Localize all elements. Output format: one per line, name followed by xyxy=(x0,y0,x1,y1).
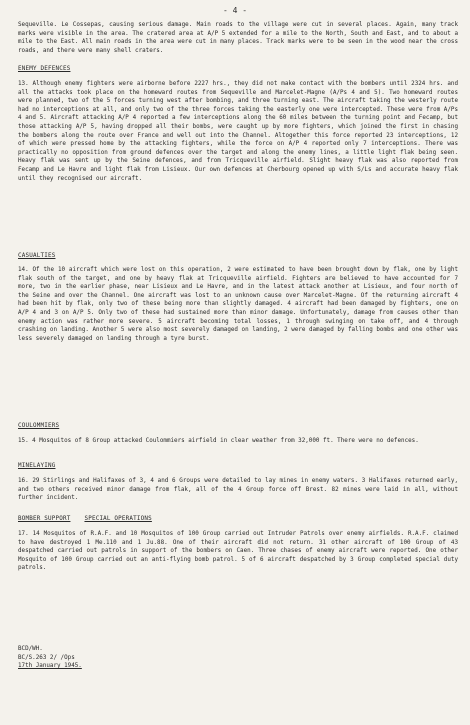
paragraph-16: 16. 29 Stirlings and Halifaxes of 3, 4 and 6 Groups were detailed to lay mines in enemy waters. 3 Halifaxes returned early, and two others received minor damage from flak, all of the 4 Group force off Brest. 82 mines were laid in all, without further incident. xyxy=(18,478,458,502)
heading-special-operations: SPECIAL OPERATIONS xyxy=(84,516,152,522)
heading-bomber-support: BOMBER SUPPORT xyxy=(18,516,71,522)
page-number: - 4 - xyxy=(222,6,248,15)
section-heading-casualties: CASUALTIES xyxy=(18,253,56,259)
section-heading-bomber-support xyxy=(18,515,152,523)
reference-line-1: BCD/WH. xyxy=(18,646,43,652)
section-heading-enemy-defences: ENEMY DEFENCES xyxy=(18,66,71,72)
reference-line-2: BC/S.263 2/ /Ops xyxy=(18,654,75,661)
section-heading-coulommiers: COULOMMIERS xyxy=(18,423,60,429)
reference-block xyxy=(18,645,82,671)
intro-paragraph: Sequeville. Le Cossepas, causing serious damage. Main roads to the village were cut in several places. Again, many track marks were visible in the area. The cratered area at A/P 5 extended for a mile to the North, South and East, and to about a mile to the East. All main roads in the area were cut in many places. Track marks were to be seen in the wood near the cross roads, and there were many shell craters. xyxy=(18,22,458,54)
section-heading-minelaying: MINELAYING xyxy=(18,463,56,469)
paragraph-17: 17. 14 Mosquitos of R.A.F. and 10 Mosquitos of 100 Group carried out Intruder Patrols over enemy airfields. R.A.F. claimed to have destroyed 1 Me.110 and 1 Ju.88. One of their aircraft did not return. 31 other aircraft of 100 Group of 43 despatched carried out patrols in support of the bombers on Caen. Three chases of enemy aircraft were reported. One other Mosquito of 100 Group carried out an anti-flying bomb patrol. 5 of 6 aircraft despatched by 3 Group completed special duty patrols. xyxy=(18,531,458,572)
paragraph-15: 15. 4 Mosquitos of 8 Group attacked Coulommiers airfield in clear weather from 32,000 ft. There were no defences. xyxy=(18,438,419,444)
paragraph-13: 13. Although enemy fighters were airborne before 2227 hrs., they did not make contact with the bombers until 2324 hrs. and all the attacks took place on the homeward routes from Sequeville and Marcelet-Magne (A/Ps 4 and 5). Two homeward routes were planned, two of the 5 forces turning west after bombing, and three turning east. The aircraft taking the westerly route had no interceptions at all, and only two of the three forces taking the easterly one were intercepted. These were from A/Ps 4 and 5. Aircraft attacking A/P 4 reported a few interceptions along the 60 miles between the turning point and Fecamp, but those attacking A/P 5, having dropped all their bombs, were caught up by more fighters, which joined the first in chasing the bombers along the route over France and well out into the Channel. Altogether this force reported 23 interceptions, 12 of which were pressed home by the attacking fighters, while the force on A/P 4 reported only 7 interceptions. There was practically no opposition from ground defences over the target and along the enemy lines, a little light flak being seen. Heavy flak was sent up by the Seine defences, and from Tricqueville airfield. Slight heavy flak was also reported from Fecamp and Le Havre and light flak from Lisieux. Our own defences at Cherbourg opened up with S/Ls and accurate heavy flak until they recognised our aircraft. xyxy=(18,81,458,182)
paragraph-14: 14. Of the 10 aircraft which were lost on this operation, 2 were estimated to have been brought down by flak, one by light flak south of the target, and one by heavy flak at Tricqueville airfield. Fighters are believed to have accounted for 7 more, two in the earlier phase, near Lisieux and Le Havre, and in the latest attack another at Lisieux, and four north of the Seine and over the Channel. One aircraft was lost to an unknown cause over Marcelet-Magne. Of the returning aircraft 4 had been hit by flak, only two of these being more than slightly damaged. 4 aircraft had been damaged by fighters, one on A/P 4 and 3 on A/P 5. Only two of these had sustained more than minor damage. Unfortunately, damage from causes other than enemy action was rather more severe. 5 aircraft becoming total losses, 1 through swinging on take off, and 4 through crashing on landing. Another 5 were also most severely damaged on landing, 2 were damaged by falling bombs and one other was less severely damaged on landing through a tyre burst. xyxy=(18,267,458,342)
document-date: 17th January 1945. xyxy=(18,663,82,670)
